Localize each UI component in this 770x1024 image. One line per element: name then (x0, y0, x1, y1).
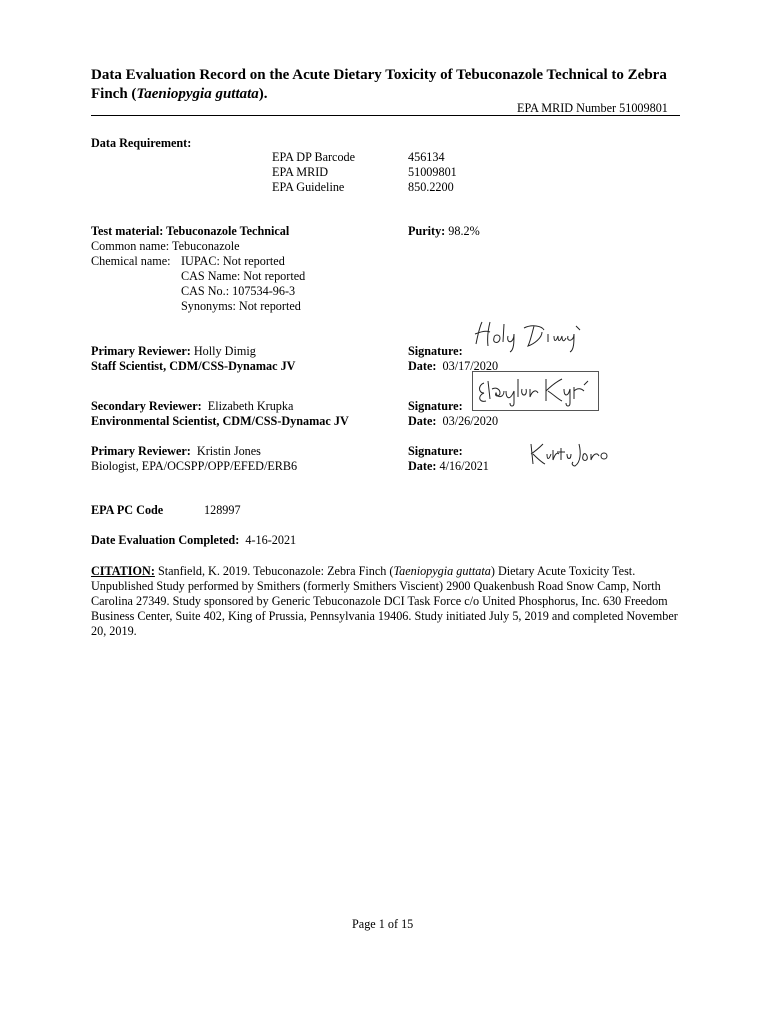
guideline-value: 850.2200 (408, 180, 454, 194)
evaluation-completed (91, 533, 296, 548)
reviewer-role: Primary Reviewer: (91, 444, 191, 458)
date-label: Date: (408, 459, 437, 473)
reviewer-name: Holly Dimig (193, 344, 256, 358)
reviewer-title: Staff Scientist, CDM/CSS-Dynamac JV (91, 359, 296, 373)
citation-text-1: Stanfield, K. 2019. Tebuconazole: Zebra Finch ( (154, 564, 394, 578)
page-number: Page 1 of 15 (352, 917, 414, 931)
purity-label: Purity: (408, 224, 446, 238)
primary-reviewer-2 (91, 444, 261, 459)
cas-name: CAS Name: Not reported (181, 269, 306, 283)
data-requirement-label: Data Requirement: (91, 136, 192, 150)
reviewer-title: Environmental Scientist, CDM/CSS-Dynamac JV (91, 414, 349, 428)
reviewer-title: Biologist, EPA/OCSPP/OPP/EFED/ERB6 (91, 459, 298, 473)
dp-barcode-value: 456134 (408, 150, 445, 164)
pc-code-value: 128997 (204, 503, 241, 517)
species-name: Taeniopygia guttata (136, 86, 259, 102)
purity-value: 98.2% (448, 224, 480, 238)
header-rule (91, 115, 680, 116)
secondary-reviewer (91, 399, 293, 414)
iupac: IUPAC: Not reported (181, 254, 285, 268)
mrid-number: EPA MRID Number 51009801 (517, 101, 668, 115)
reviewer-role: Primary Reviewer: (91, 344, 191, 358)
completed-label: Date Evaluation Completed: (91, 533, 240, 547)
pc-code-label: EPA PC Code (91, 503, 164, 517)
review-date (408, 459, 489, 474)
document-title (91, 66, 667, 104)
guideline-label: EPA Guideline (272, 180, 345, 194)
cas-number: CAS No.: 107534-96-3 (181, 284, 296, 298)
date-value: 03/17/2020 (442, 359, 499, 373)
title-line-1: Data Evaluation Record on the Acute Dietary Toxicity of Tebuconazole Technical to Zebra (91, 67, 667, 83)
reviewer-name: Kristin Jones (196, 444, 261, 458)
purity (408, 224, 480, 239)
citation-paragraph (91, 564, 681, 639)
primary-reviewer-1 (91, 344, 256, 359)
signature-label: Signature: (408, 444, 463, 458)
date-label: Date: (408, 414, 437, 428)
signature-elizabeth-krupka (474, 373, 596, 409)
review-date (408, 414, 498, 429)
citation-text-2: ) Dietary Acute Toxicity Test. Unpublished Study performed by Smithers (formerly Smithers Viscient) 2900 Quakenbush Road Snow Camp, North Carolina 27349. Study sponsored by Generic Tebuconazole DCI Task Force c/o United Phosphorus, Inc. 630 Freedom Business Center, Suite 402, King of Prussia, Pennsylvania 19406. Study initiated July 5, 2019 and completed November 20, 2019. (91, 564, 678, 638)
signature-label: Signature: (408, 344, 463, 358)
chemical-name-label: Chemical name: (91, 254, 171, 268)
common-name: Common name: Tebuconazole (91, 239, 240, 253)
mrid-label: EPA MRID (272, 165, 329, 179)
date-value: 03/26/2020 (442, 414, 499, 428)
reviewer-role: Secondary Reviewer: (91, 399, 202, 413)
test-material-label: Test material: Tebuconazole Technical (91, 224, 290, 238)
title-prefix: Finch ( (91, 86, 137, 102)
mrid-value: 51009801 (408, 165, 457, 179)
completed-value: 4-16-2021 (245, 533, 297, 547)
signature-label: Signature: (408, 399, 463, 413)
citation-species: Taeniopygia guttata (393, 564, 491, 578)
date-label: Date: (408, 359, 437, 373)
title-suffix: ). (258, 86, 268, 102)
citation-label: CITATION: (91, 564, 155, 578)
reviewer-name: Elizabeth Krupka (207, 399, 294, 413)
dp-barcode-label: EPA DP Barcode (272, 150, 356, 164)
signature-holly-dimig (470, 318, 582, 354)
date-value: 4/16/2021 (439, 459, 489, 473)
signature-kristin-jones (527, 440, 609, 468)
synonyms: Synonyms: Not reported (181, 299, 301, 313)
